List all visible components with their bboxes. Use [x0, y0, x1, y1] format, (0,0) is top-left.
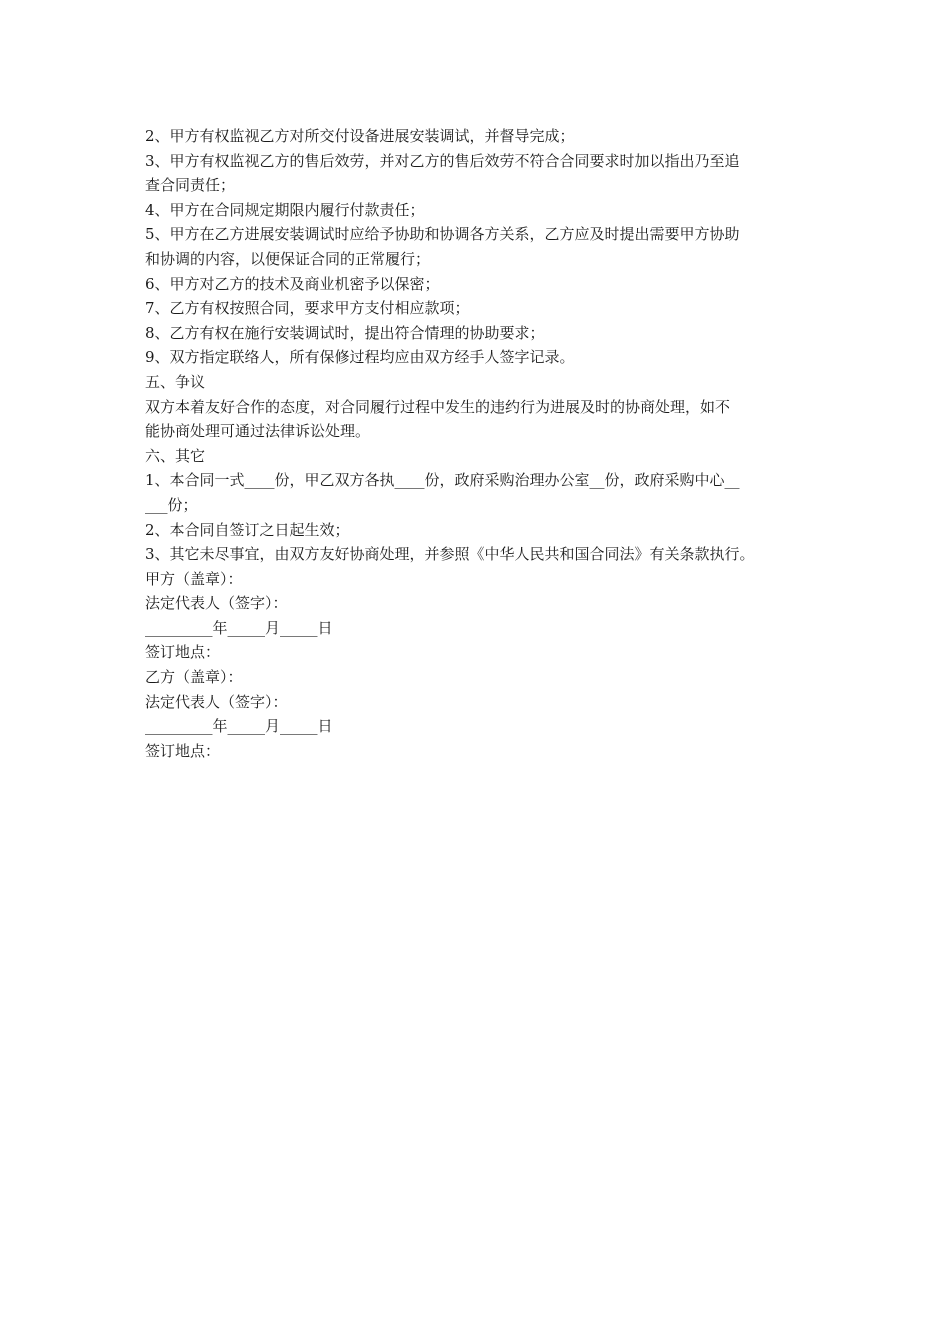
clause-3-line-1: 3、甲方有权监视乙方的售后效劳，并对乙方的售后效劳不符合合同要求时加以指出乃至追	[145, 151, 740, 170]
contract-text	[145, 124, 813, 763]
clause-3-line-2: 查合同责任；	[145, 176, 236, 195]
other-1-line-1: 1、本合同一式____份，甲乙双方各执____份，政府采购治理办公室__份，政府采购中心__	[145, 471, 740, 490]
clause-9-line: 9、双方指定联络人，所有保修过程均应由双方经手人签字记录。	[145, 348, 575, 367]
clause-4-line: 4、甲方在合同规定期限内履行付款责任；	[145, 200, 425, 219]
other-1-line-2: ___份；	[145, 495, 198, 514]
clause-5-line-2: 和协调的内容，以便保证合同的正常履行；	[145, 249, 431, 268]
clause-2-line: 2、甲方有权监视乙方对所交付设备进展安装调试，并督导完成；	[145, 127, 575, 145]
clause-8-line: 8、乙方有权在施行安装调试时，提出符合情理的协助要求；	[145, 323, 545, 342]
dispute-line-2: 能协商处理可通过法律诉讼处理。	[145, 422, 371, 441]
party-b-date: _________年_____月_____日	[145, 717, 333, 736]
party-b-seal: 乙方（盖章）：	[145, 668, 243, 687]
section-6-heading: 六、其它	[145, 446, 206, 465]
other-2-line: 2、本合同自签订之日起生效；	[145, 520, 350, 539]
section-5-heading: 五、争议	[145, 372, 206, 391]
party-a-date: _________年_____月_____日	[145, 618, 333, 637]
other-3-line: 3、其它未尽事宜，由双方友好协商处理，并参照《中华人民共和国合同法》有关条款执行。	[145, 545, 755, 564]
party-a-location: 签订地点：	[145, 643, 221, 662]
clause-7-line: 7、乙方有权按照合同，要求甲方支付相应款项；	[145, 299, 470, 318]
party-a-seal: 甲方（盖章）：	[145, 569, 243, 588]
party-a-representative: 法定代表人（签字）：	[145, 594, 288, 613]
clause-6-line: 6、甲方对乙方的技术及商业机密予以保密；	[145, 274, 440, 293]
dispute-line-1: 双方本着友好合作的态度，对合同履行过程中发生的违约行为进展及时的协商处理，如不	[145, 397, 731, 416]
party-b-representative: 法定代表人（签字）：	[145, 692, 288, 711]
clause-5-line-1: 5、甲方在乙方进展安装调试时应给予协助和协调各方关系，乙方应及时提出需要甲方协助	[145, 225, 740, 244]
party-b-location: 签订地点：	[145, 741, 221, 760]
